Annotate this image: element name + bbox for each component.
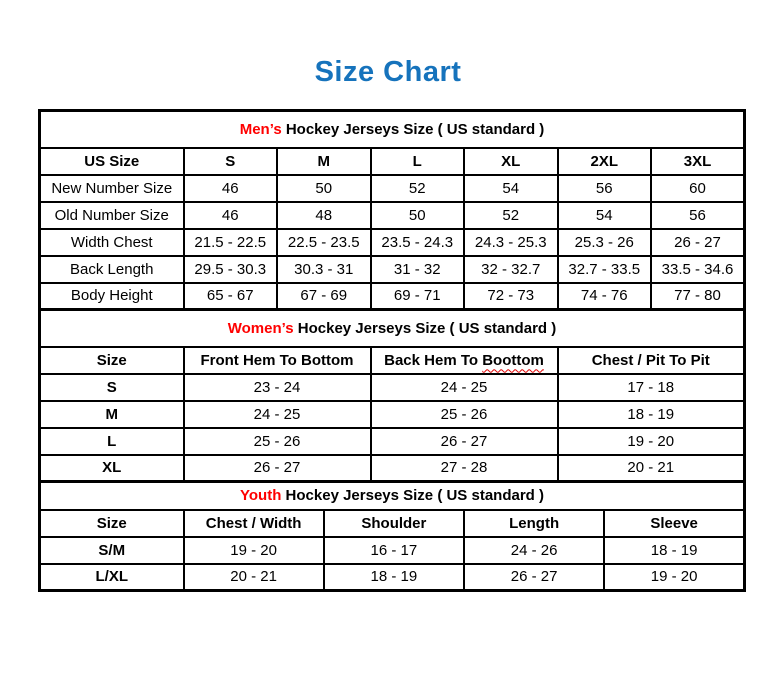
header-cell: Size (40, 347, 184, 374)
data-cell: 52 (464, 202, 558, 229)
size-table-mens (38, 109, 746, 311)
data-cell: 65 - 67 (184, 283, 278, 310)
data-cell: 18 - 19 (558, 401, 745, 428)
row-label: Width Chest (40, 229, 184, 256)
data-cell: 56 (558, 175, 652, 202)
data-cell: 46 (184, 202, 278, 229)
row-label: S (40, 374, 184, 401)
data-cell: 16 - 17 (324, 537, 464, 564)
table-row (40, 564, 745, 591)
row-label: M (40, 401, 184, 428)
data-cell: 32 - 32.7 (464, 256, 558, 283)
data-cell: 30.3 - 31 (277, 256, 371, 283)
data-cell: 25 - 26 (184, 428, 371, 455)
table-row (40, 537, 745, 564)
table-row (40, 202, 745, 229)
header-cell: Back Hem To Boottom (371, 347, 558, 374)
data-cell: 29.5 - 30.3 (184, 256, 278, 283)
misspelled-word: Boottom (482, 351, 544, 369)
data-cell: 25.3 - 26 (558, 229, 652, 256)
header-cell: Chest / Pit To Pit (558, 347, 745, 374)
header-cell: Front Hem To Bottom (184, 347, 371, 374)
data-cell: 48 (277, 202, 371, 229)
header-row-youth (40, 510, 745, 537)
row-label: New Number Size (40, 175, 184, 202)
row-label: S/M (40, 537, 184, 564)
header-cell: Size (40, 510, 184, 537)
row-label: Back Length (40, 256, 184, 283)
section-heading-rest: Hockey Jerseys Size ( US standard ) (281, 487, 544, 505)
data-cell: 22.5 - 23.5 (277, 229, 371, 256)
data-cell: 50 (277, 175, 371, 202)
data-cell: 20 - 21 (184, 564, 324, 591)
size-table-youth (38, 480, 746, 592)
size-chart-tables (38, 109, 746, 592)
table-row (40, 374, 745, 401)
data-cell: 26 - 27 (371, 428, 558, 455)
data-cell: 17 - 18 (558, 374, 745, 401)
data-cell: 24 - 26 (464, 537, 604, 564)
data-cell: 20 - 21 (558, 455, 745, 482)
header-cell: Shoulder (324, 510, 464, 537)
data-cell: 52 (371, 175, 465, 202)
data-cell: 19 - 20 (558, 428, 745, 455)
data-cell: 46 (184, 175, 278, 202)
table-row (40, 175, 745, 202)
size-table-womens (38, 308, 746, 483)
data-cell: 19 - 20 (184, 537, 324, 564)
table-row (40, 229, 745, 256)
data-cell: 54 (464, 175, 558, 202)
header-cell: US Size (40, 148, 184, 175)
data-cell: 23.5 - 24.3 (371, 229, 465, 256)
table-row (40, 401, 745, 428)
header-cell: M (277, 148, 371, 175)
section-heading-accent: Men’s (239, 120, 282, 138)
row-label: L (40, 428, 184, 455)
data-cell: 26 - 27 (651, 229, 745, 256)
section-heading-womens (40, 310, 745, 347)
header-cell: S (184, 148, 278, 175)
section-heading-rest: Hockey Jerseys Size ( US standard ) (281, 120, 545, 138)
data-cell: 19 - 20 (604, 564, 744, 591)
data-cell: 69 - 71 (371, 283, 465, 310)
section-heading-accent: Women’s (227, 319, 294, 337)
section-band-womens (40, 310, 745, 347)
data-cell: 24 - 25 (184, 401, 371, 428)
header-cell: Chest / Width (184, 510, 324, 537)
data-cell: 25 - 26 (371, 401, 558, 428)
section-band-mens (40, 111, 745, 148)
header-cell: 2XL (558, 148, 652, 175)
table-row (40, 283, 745, 310)
section-heading-accent: Youth (240, 487, 282, 505)
header-cell: Sleeve (604, 510, 744, 537)
section-heading-youth (40, 482, 745, 510)
header-cell: XL (464, 148, 558, 175)
section-heading-rest: Hockey Jerseys Size ( US standard ) (293, 319, 557, 337)
data-cell: 54 (558, 202, 652, 229)
page-title: Size Chart (314, 56, 462, 88)
row-label: Body Height (40, 283, 184, 310)
data-cell: 21.5 - 22.5 (184, 229, 278, 256)
data-cell: 27 - 28 (371, 455, 558, 482)
data-cell: 18 - 19 (324, 564, 464, 591)
section-heading-mens (40, 111, 745, 148)
data-cell: 24.3 - 25.3 (464, 229, 558, 256)
section-band-youth (40, 482, 745, 510)
row-label: L/XL (40, 564, 184, 591)
table-row (40, 256, 745, 283)
row-label: Old Number Size (40, 202, 184, 229)
data-cell: 67 - 69 (277, 283, 371, 310)
header-row-womens (40, 347, 745, 374)
table-row (40, 455, 745, 482)
data-cell: 31 - 32 (371, 256, 465, 283)
data-cell: 26 - 27 (184, 455, 371, 482)
data-cell: 77 - 80 (651, 283, 745, 310)
header-cell: Length (464, 510, 604, 537)
data-cell: 56 (651, 202, 745, 229)
data-cell: 60 (651, 175, 745, 202)
table-row (40, 428, 745, 455)
header-cell: 3XL (651, 148, 745, 175)
data-cell: 33.5 - 34.6 (651, 256, 745, 283)
data-cell: 26 - 27 (464, 564, 604, 591)
data-cell: 50 (371, 202, 465, 229)
header-row-mens (40, 148, 745, 175)
header-cell: L (371, 148, 465, 175)
data-cell: 24 - 25 (371, 374, 558, 401)
data-cell: 72 - 73 (464, 283, 558, 310)
row-label: XL (40, 455, 184, 482)
data-cell: 23 - 24 (184, 374, 371, 401)
data-cell: 74 - 76 (558, 283, 652, 310)
data-cell: 18 - 19 (604, 537, 744, 564)
data-cell: 32.7 - 33.5 (558, 256, 652, 283)
